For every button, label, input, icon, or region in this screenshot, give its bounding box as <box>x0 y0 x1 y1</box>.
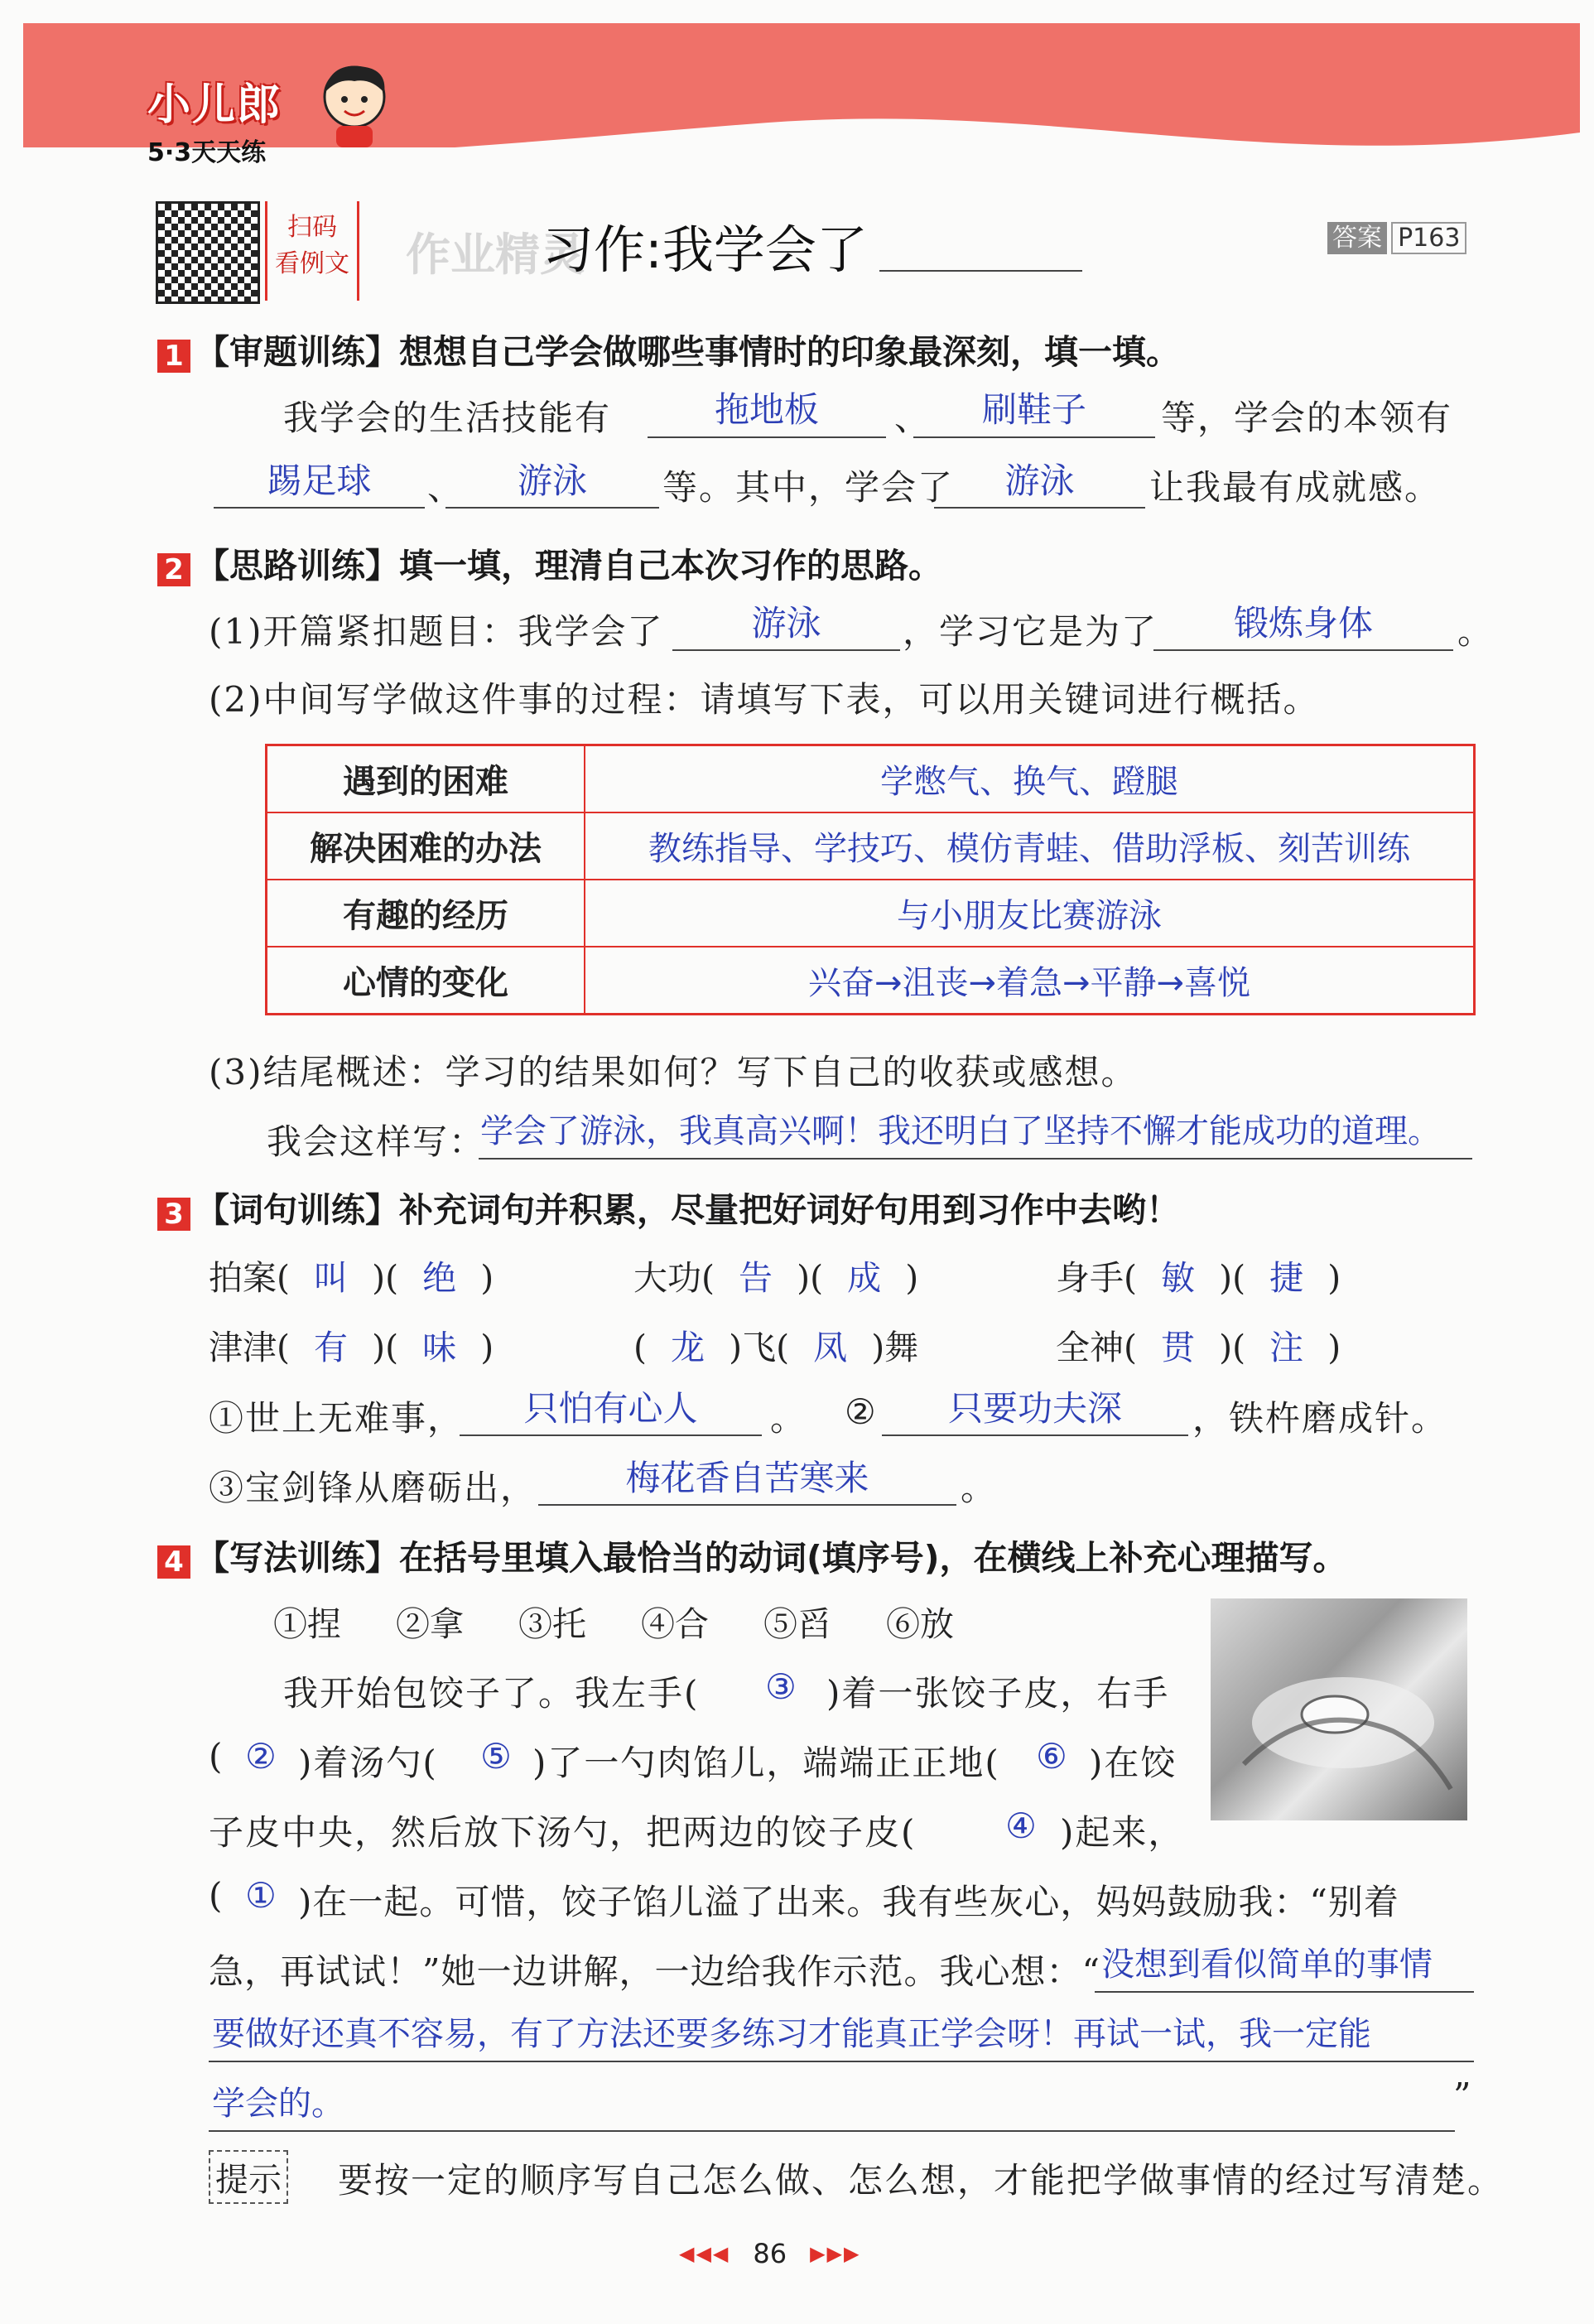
q4-t7-line <box>209 2130 1455 2132</box>
page-number: 86 <box>753 2238 787 2269</box>
answer-label: 答案 <box>1327 222 1387 254</box>
page-footer <box>679 2238 860 2269</box>
q4-heading: 【写法训练】在括号里填入最恰当的动词(填序号)，在横线上补充心理描写。 <box>195 1538 1347 1578</box>
q2-p1-text-b: ，学习它是为了 <box>903 611 1158 652</box>
idiom-item <box>1056 1251 1341 1299</box>
answer-page: P163 <box>1391 222 1466 254</box>
q4-t1-fill[interactable]: ③ <box>765 1666 797 1707</box>
q1-l2-line-3 <box>934 507 1145 509</box>
q2-p1-line-2 <box>1153 649 1453 651</box>
q3-s3-line <box>538 1504 956 1506</box>
q1-l2-text-a: 、 <box>427 467 465 508</box>
idiom-mid: )( <box>1219 1258 1246 1298</box>
q3-s3-text-a: ③宝剑锋从磨砺出， <box>209 1468 537 1508</box>
idiom-mid: )飞( <box>729 1328 790 1367</box>
idiom-item <box>633 1320 918 1369</box>
idiom-item <box>633 1251 918 1299</box>
q2-p1-line-1 <box>672 649 900 651</box>
idiom-item <box>209 1251 494 1299</box>
idiom-pre: 身手( <box>1056 1258 1137 1298</box>
table-row <box>267 745 1475 813</box>
q3-s2-text-b: ，铁杵磨成针。 <box>1192 1398 1448 1439</box>
answer-ref[interactable] <box>1327 217 1466 253</box>
scan-label-line2: 看例文 <box>275 249 349 278</box>
row-label: 遇到的困难 <box>267 745 585 813</box>
row-value[interactable]: 教练指导、学技巧、模仿青蛙、借助浮板、刻苦训练 <box>585 812 1475 880</box>
page-title: 习作:我学会了 <box>542 219 868 280</box>
idiom-fill-a[interactable]: 叫 <box>314 1258 349 1298</box>
idiom-post: ) <box>905 1258 919 1298</box>
idiom-post: ) <box>1327 1328 1341 1367</box>
q3-s1-text-b: 。 <box>770 1398 807 1439</box>
idiom-post: ) <box>480 1258 494 1298</box>
q4-t2-fill-2[interactable]: ⑤ <box>480 1736 512 1777</box>
row-label: 心情的变化 <box>267 947 585 1015</box>
q4-t4-text-b: )在一起。可惜，饺子馅儿溢了出来。我有些灰心，妈妈鼓励我：“别着 <box>298 1882 1399 1922</box>
q2-heading-row <box>157 538 942 587</box>
verb-option: ⑥放 <box>886 1604 954 1644</box>
q4-t5-line <box>1095 1991 1474 1993</box>
series-name: 5·3天天练 <box>147 138 267 167</box>
idiom-pre: ( <box>633 1328 647 1367</box>
q1-number: 1 <box>157 340 190 373</box>
idiom-fill-b[interactable]: 成 <box>847 1258 882 1298</box>
verb-option: ②拿 <box>396 1604 464 1644</box>
q1-l1-fill-1[interactable]: 拖地板 <box>714 389 819 430</box>
q3-number: 3 <box>157 1198 190 1231</box>
q4-t1-text-b: )着一张饺子皮，右手 <box>826 1673 1170 1714</box>
q1-l2-fill-2[interactable]: 游泳 <box>517 460 587 501</box>
idiom-post: )舞 <box>871 1328 919 1367</box>
q3-s1-fill[interactable]: 只怕有心人 <box>523 1388 698 1429</box>
verb-option: ③托 <box>518 1604 586 1644</box>
q4-t3-text-a: 子皮中央，然后放下汤勺，把两边的饺子皮( <box>209 1812 917 1853</box>
q4-t2-fill-1[interactable]: ② <box>245 1736 277 1777</box>
q1-l1-text-b: 、 <box>894 398 932 438</box>
next-arrows-icon: ▶▶▶ <box>810 2242 861 2265</box>
q3-s1-text-a: ①世上无难事， <box>209 1398 465 1439</box>
table-row <box>267 880 1475 947</box>
idiom-mid: )( <box>372 1328 399 1367</box>
q4-t5-text-a: 急，再试试！”她一边讲解，一边给我作示范。我心想：“ <box>209 1951 1100 1992</box>
q4-t1-text-a: 我开始包饺子了。我左手( <box>283 1673 700 1714</box>
q2-p3-fill[interactable]: 学会了游泳，我真高兴啊！我还明白了坚持不懈才能成功的道理。 <box>480 1112 1441 1150</box>
idiom-pre: 全神( <box>1056 1328 1137 1367</box>
brand-logo <box>147 70 282 168</box>
row-value[interactable]: 学憋气、换气、蹬腿 <box>585 745 1475 813</box>
q4-heading-row <box>157 1531 1346 1579</box>
idiom-item <box>209 1320 494 1369</box>
idiom-fill-b[interactable]: 捷 <box>1269 1258 1304 1298</box>
verb-options <box>273 1597 954 1646</box>
q4-t7-end: ” <box>1453 2076 1473 2116</box>
qr-code[interactable] <box>156 201 260 304</box>
idiom-fill-b[interactable]: 注 <box>1269 1328 1304 1367</box>
watermark: 作业精灵 <box>406 229 585 281</box>
idiom-item <box>1056 1320 1341 1369</box>
q3-heading: 【词句训练】补充词句并积累，尽量把好词好句用到习作中去哟！ <box>195 1190 1180 1230</box>
q4-t2-text-d: )在饺 <box>1089 1743 1177 1783</box>
q3-s3-text-b: 。 <box>961 1468 998 1508</box>
table-row <box>267 947 1475 1015</box>
q4-t3-text-b: )起来， <box>1060 1812 1185 1853</box>
idiom-mid: )( <box>797 1258 824 1298</box>
q4-t4-fill[interactable]: ① <box>245 1875 277 1916</box>
idiom-fill-a[interactable]: 龙 <box>671 1328 706 1367</box>
q2-p1-fill-2[interactable]: 锻炼身体 <box>1233 603 1373 644</box>
q1-l2-fill-1[interactable]: 踢足球 <box>267 460 372 501</box>
q4-t2-text-a: ( <box>209 1736 224 1777</box>
q3-heading-row <box>157 1183 1180 1232</box>
q4-t7-fill[interactable]: 学会的。 <box>212 2085 344 2123</box>
tip-text: 要按一定的顺序写自己怎么做、怎么想，才能把学做事情的经过写清楚。 <box>338 2160 1505 2201</box>
q2-p1-text-c: 。 <box>1457 611 1495 652</box>
q2-p1-text-a: (1)开篇紧扣题目：我学会了 <box>209 611 664 652</box>
idiom-pre: 拍案( <box>209 1258 290 1298</box>
row-value[interactable]: 与小朋友比赛游泳 <box>585 880 1475 947</box>
q1-l1-line-2 <box>913 436 1155 438</box>
idiom-fill-a[interactable]: 有 <box>314 1328 349 1367</box>
q4-t2-text-c: )了一勺肉馅儿，端端正正地( <box>532 1743 1000 1783</box>
q2-p3-line <box>479 1158 1472 1160</box>
q1-l2-line-1 <box>214 507 425 509</box>
q1-l2-fill-3[interactable]: 游泳 <box>1004 460 1075 501</box>
q1-l2-text-c: 让我最有成就感。 <box>1149 467 1442 508</box>
row-value[interactable]: 兴奋→沮丧→着急→平静→喜悦 <box>585 947 1475 1015</box>
process-table <box>265 744 1476 1015</box>
row-label: 有趣的经历 <box>267 880 585 947</box>
idiom-mid: )( <box>372 1258 399 1298</box>
verb-option: ①捏 <box>273 1604 341 1644</box>
q1-l1-text-a: 我学会的生活技能有 <box>283 398 612 438</box>
q1-heading-row <box>157 325 1180 374</box>
q3-s2-fill[interactable]: 只要功夫深 <box>947 1388 1122 1429</box>
idiom-post: ) <box>1327 1258 1341 1298</box>
verb-option: ⑤舀 <box>763 1604 831 1644</box>
scan-label-line1: 扫码 <box>287 213 337 242</box>
title-blank-line <box>879 270 1082 272</box>
verb-option: ④合 <box>641 1604 709 1644</box>
idiom-mid: )( <box>1219 1328 1246 1367</box>
row-label: 解决困难的办法 <box>267 812 585 880</box>
idiom-pre: 大功( <box>633 1258 715 1298</box>
q3-s1-line <box>460 1434 762 1436</box>
q2-p3-lead: 我会这样写： <box>267 1121 486 1162</box>
q1-heading: 【审题训练】想想自己学会做哪些事情时的印象最深刻，填一填。 <box>195 332 1180 372</box>
q2-p1-fill-1[interactable]: 游泳 <box>751 603 821 644</box>
scan-sample-label[interactable] <box>265 201 359 301</box>
idiom-fill-b[interactable]: 味 <box>422 1328 457 1367</box>
q4-t6-line <box>209 2061 1474 2062</box>
prev-arrows-icon: ◀◀◀ <box>679 2242 730 2265</box>
table-row <box>267 812 1475 880</box>
idiom-fill-b[interactable]: 凤 <box>813 1328 848 1367</box>
q3-s2-text-a: ② <box>845 1391 878 1432</box>
tip-label: 提示 <box>209 2150 288 2204</box>
idiom-fill-a[interactable]: 告 <box>739 1258 773 1298</box>
q1-l1-fill-2[interactable]: 刷鞋子 <box>981 389 1086 430</box>
q1-l1-text-c: 等，学会的本领有 <box>1161 398 1453 438</box>
idiom-fill-a[interactable]: 贯 <box>1161 1328 1196 1367</box>
q2-number: 2 <box>157 553 190 586</box>
q2-p2: (2)中间写学做这件事的过程：请填写下表，可以用关键词进行概括。 <box>209 679 1320 720</box>
q4-t3-fill[interactable]: ④ <box>1005 1806 1037 1846</box>
q3-s2-line <box>882 1434 1188 1436</box>
q4-t4-text-a: ( <box>209 1875 224 1916</box>
q4-t6-fill[interactable]: 要做好还真不容易，有了方法还要多练习才能真正学会呀！再试一试，我一定能 <box>212 2015 1371 2053</box>
idiom-fill-b[interactable]: 绝 <box>422 1258 457 1298</box>
q1-l2-line-2 <box>445 507 659 509</box>
idiom-pre: 津津( <box>209 1328 290 1367</box>
q1-l1-line-1 <box>648 436 886 438</box>
brand-name: 小儿郎 <box>147 80 282 130</box>
idiom-fill-a[interactable]: 敏 <box>1161 1258 1196 1298</box>
q4-t2-text-b: )着汤勺( <box>298 1743 438 1783</box>
q4-t2-fill-3[interactable]: ⑥ <box>1036 1736 1067 1777</box>
idiom-post: ) <box>480 1328 494 1367</box>
q4-t5-fill[interactable]: 没想到看似简单的事情 <box>1101 1946 1433 1984</box>
q1-l2-text-b: 等。其中，学会了 <box>662 467 955 508</box>
mascot-icon <box>313 60 396 154</box>
q2-p3: (3)结尾概述：学习的结果如何？写下自己的收获或感想。 <box>209 1052 1138 1092</box>
q3-s3-fill[interactable]: 梅花香自苦寒来 <box>625 1458 869 1498</box>
dumpling-photo <box>1211 1598 1467 1820</box>
q4-number: 4 <box>157 1545 190 1579</box>
q2-heading: 【思路训练】填一填，理清自己本次习作的思路。 <box>195 546 942 586</box>
